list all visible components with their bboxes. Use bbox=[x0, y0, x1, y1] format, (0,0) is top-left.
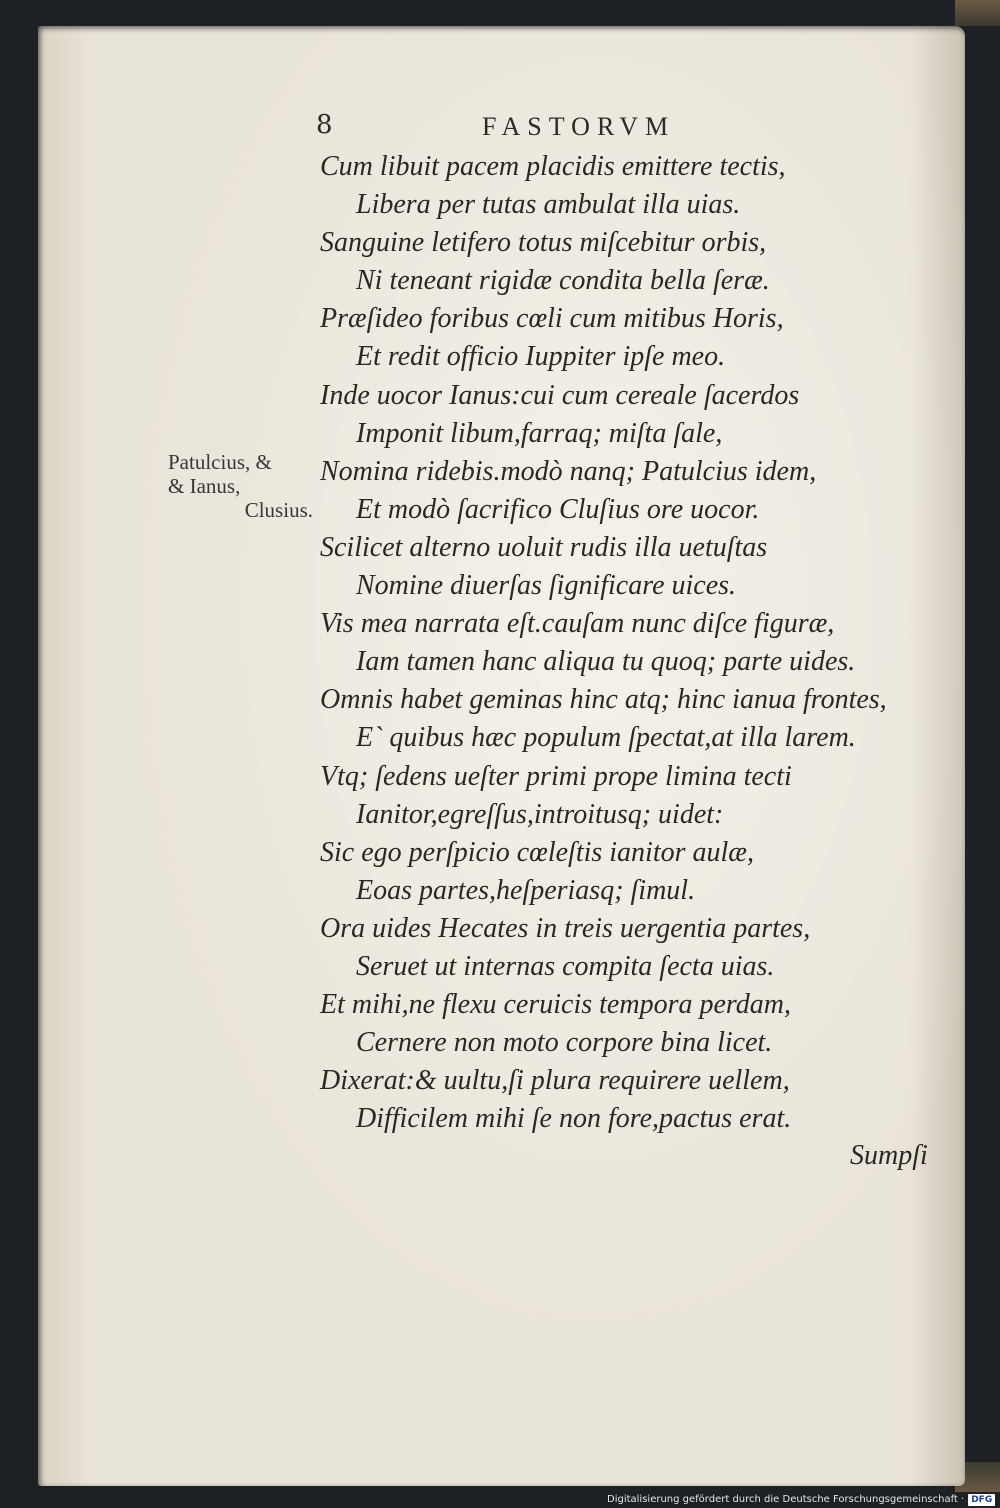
verse-line: Scilicet alterno uoluit rudis illa uetuſtas bbox=[320, 531, 768, 563]
dfg-logo-icon: DFG bbox=[968, 1494, 995, 1506]
marginal-note-line: Clusius. bbox=[244, 498, 313, 522]
verse-line: Præſideo foribus cœli cum mitibus Horis, bbox=[320, 303, 784, 335]
verse-line: Omnis habet geminas hinc atq; hinc ianua frontes, bbox=[320, 684, 887, 716]
book-spine-top bbox=[955, 0, 1000, 26]
verse-line: Imponit libum,farraq; miſta ſale, bbox=[356, 417, 723, 449]
verse-line: Ianitor,egreſſus,introitusq; uidet: bbox=[356, 798, 724, 830]
verse-line: Et mihi,ne flexu ceruicis tempora perdam, bbox=[320, 989, 791, 1021]
verse-line: Ora uides Hecates in treis uergentia partes, bbox=[320, 912, 811, 944]
verse-line: Cum libuit pacem placidis emittere tectis, bbox=[320, 151, 786, 182]
verse-line: Libera per tutas ambulat illa uias. bbox=[356, 189, 741, 221]
running-head: FASTORVM bbox=[482, 112, 676, 141]
catchword: Sumpſi bbox=[850, 1140, 928, 1171]
verse-line: Nomine diuerſas ſignificare uices. bbox=[356, 570, 737, 602]
verse-block bbox=[320, 148, 940, 1138]
verse-line: Dixerat:& uultu,ſi plura requirere uellem, bbox=[320, 1065, 790, 1097]
verse-line: Vis mea narrata eſt.cauſam nunc diſce figuræ, bbox=[320, 608, 835, 640]
verse-line: Vtq; ſedens ueſter primi prope limina tecti bbox=[320, 760, 792, 792]
marginal-note-line: & Ianus, bbox=[168, 474, 241, 498]
verse-line: Inde uocor Ianus:cui cum cereale ſacerdos bbox=[320, 379, 800, 411]
credit-text: Digitalisierung gefördert durch die Deutsche Forschungsgemeinschaft · bbox=[607, 1494, 965, 1505]
verse-line: Seruet ut internas compita ſecta uias. bbox=[356, 950, 775, 982]
verse-line: Nomina ridebis.modò nanq; Patulcius idem, bbox=[320, 455, 817, 487]
verse-line: Et redit officio Iuppiter ipſe meo. bbox=[356, 341, 726, 373]
verse-line: Difficilem mihi ſe non fore,pactus erat. bbox=[356, 1103, 792, 1135]
verse-line: Et modò ſacrifico Cluſius ore uocor. bbox=[356, 493, 760, 525]
verse-line: Ni teneant rigidæ condita bella ſeræ. bbox=[356, 265, 770, 297]
digitization-credit bbox=[607, 1492, 995, 1508]
verse-line: Cernere non moto corpore bina licet. bbox=[356, 1027, 773, 1059]
verse-line: Sanguine letifero totus miſcebitur orbis, bbox=[320, 227, 767, 259]
verse-line: E` quibus hæc populum ſpectat,at illa larem. bbox=[356, 722, 856, 754]
verse-line: Sic ego perſpicio cœleſtis ianitor aulæ, bbox=[320, 836, 754, 868]
marginal-note-line: Patulcius, & bbox=[168, 450, 272, 474]
marginal-note bbox=[168, 450, 313, 522]
page-number: 8 bbox=[316, 110, 333, 140]
verse-line: Eoas partes,heſperiasq; ſimul. bbox=[356, 874, 696, 906]
verse-line: Iam tamen hanc aliqua tu quoq; parte uides. bbox=[356, 646, 856, 678]
